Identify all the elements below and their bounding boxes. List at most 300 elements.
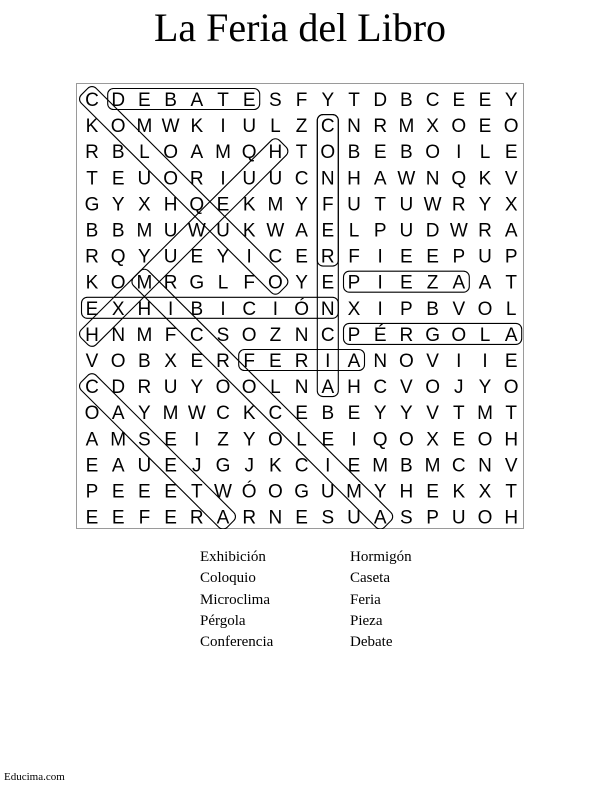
grid-letter[interactable]: H	[504, 429, 519, 451]
grid-letter[interactable]: A	[216, 507, 230, 529]
grid-letter[interactable]: E	[164, 481, 177, 503]
grid-letter[interactable]: B	[347, 142, 361, 164]
grid-letter[interactable]: E	[321, 272, 335, 294]
grid-letter[interactable]: E	[190, 246, 204, 268]
grid-letter[interactable]: M	[372, 455, 389, 477]
grid-letter[interactable]: E	[164, 507, 177, 529]
grid-letter[interactable]: T	[374, 194, 387, 216]
grid-letter[interactable]: P	[347, 272, 361, 294]
grid-letter[interactable]: L	[479, 142, 491, 164]
grid-letter[interactable]: Y	[295, 272, 308, 294]
grid-letter[interactable]: T	[190, 481, 203, 503]
grid-letter[interactable]: N	[320, 168, 335, 190]
grid-letter[interactable]: Z	[269, 324, 282, 346]
grid-letter[interactable]: M	[136, 324, 153, 346]
grid-letter[interactable]: O	[268, 429, 283, 451]
grid-letter[interactable]: B	[111, 142, 125, 164]
grid-letter[interactable]: E	[478, 90, 492, 111]
grid-letter[interactable]: E	[111, 481, 125, 503]
grid-letter[interactable]: K	[269, 455, 282, 477]
grid-letter[interactable]: T	[452, 403, 465, 425]
grid-letter[interactable]: N	[373, 351, 388, 372]
grid-letter[interactable]: E	[138, 90, 151, 111]
grid-letter[interactable]: C	[294, 168, 309, 190]
grid-letter[interactable]: A	[295, 220, 308, 242]
grid-letter[interactable]: A	[347, 351, 361, 372]
grid-letter[interactable]: E	[295, 507, 308, 529]
grid-letter[interactable]: A	[373, 168, 387, 190]
grid-letter[interactable]: B	[111, 220, 125, 242]
grid-letter[interactable]: L	[505, 298, 517, 320]
grid-letter[interactable]: I	[377, 298, 383, 320]
grid-letter[interactable]: E	[295, 403, 308, 425]
grid-letter[interactable]: X	[504, 194, 518, 216]
grid-letter[interactable]: A	[190, 90, 204, 111]
grid-letter[interactable]: O	[110, 272, 126, 294]
grid-letter[interactable]: A	[452, 272, 466, 294]
grid-letter[interactable]: O	[241, 324, 257, 346]
grid-letter[interactable]: E	[85, 298, 99, 320]
grid-letter[interactable]: D	[373, 90, 388, 111]
grid-letter[interactable]: R	[189, 507, 204, 529]
grid-letter[interactable]: O	[477, 298, 493, 320]
grid-letter[interactable]: O	[425, 377, 440, 399]
grid-letter[interactable]: R	[451, 194, 466, 216]
grid-letter[interactable]: B	[321, 403, 335, 425]
grid-letter[interactable]: O	[110, 116, 126, 138]
grid-letter[interactable]: M	[136, 116, 153, 138]
grid-letter[interactable]: G	[215, 455, 231, 477]
grid-letter[interactable]: R	[216, 351, 230, 372]
grid-letter[interactable]: E	[85, 507, 99, 529]
grid-letter[interactable]: N	[425, 168, 440, 190]
grid-letter[interactable]: Y	[138, 246, 151, 268]
grid-letter[interactable]: A	[85, 429, 99, 451]
grid-letter[interactable]: Y	[373, 403, 387, 425]
grid-letter[interactable]: A	[373, 507, 387, 529]
grid-letter[interactable]: D	[111, 90, 126, 111]
grid-letter[interactable]: E	[347, 455, 361, 477]
grid-letter[interactable]: R	[399, 324, 414, 346]
grid-letter[interactable]: R	[137, 377, 152, 399]
grid-letter[interactable]: J	[454, 377, 464, 399]
grid-letter[interactable]: Q	[110, 246, 126, 268]
grid-letter[interactable]: H	[504, 507, 519, 529]
grid-letter[interactable]: O	[399, 429, 414, 451]
grid-letter[interactable]: B	[138, 351, 151, 372]
grid-letter[interactable]: E	[426, 246, 439, 268]
grid-letter[interactable]: C	[451, 455, 466, 477]
grid-letter[interactable]: E	[504, 351, 518, 372]
grid-letter[interactable]: P	[400, 298, 413, 320]
grid-letter[interactable]: T	[217, 90, 229, 111]
grid-letter[interactable]: O	[451, 324, 467, 346]
grid-letter[interactable]: T	[505, 481, 518, 503]
grid-letter[interactable]: Y	[111, 194, 125, 216]
grid-letter[interactable]: Z	[295, 116, 308, 138]
grid-letter[interactable]: H	[85, 324, 99, 346]
grid-letter[interactable]: M	[346, 481, 362, 503]
grid-letter[interactable]: Y	[478, 377, 492, 399]
grid-letter[interactable]: É	[373, 324, 387, 346]
grid-letter[interactable]: N	[478, 455, 492, 477]
word-list-item: Conferencia	[200, 634, 274, 651]
grid-letter[interactable]: E	[452, 429, 466, 451]
grid-letter[interactable]: Y	[242, 429, 256, 451]
grid-letter[interactable]: B	[400, 455, 413, 477]
grid-letter[interactable]: H	[399, 481, 414, 503]
grid-letter[interactable]: T	[505, 272, 518, 294]
grid-letter[interactable]: O	[503, 116, 519, 138]
grid-letter[interactable]: V	[452, 298, 466, 320]
grid-letter[interactable]: D	[111, 377, 126, 399]
grid-letter[interactable]: R	[373, 116, 388, 138]
grid-letter[interactable]: A	[478, 272, 492, 294]
grid-letter[interactable]: A	[504, 220, 518, 242]
grid-letter[interactable]: O	[477, 429, 493, 451]
grid-letter[interactable]: N	[111, 324, 126, 346]
grid-letter[interactable]: M	[398, 116, 415, 138]
grid-letter[interactable]: F	[321, 194, 334, 216]
grid-letter[interactable]: X	[111, 298, 125, 320]
grid-letter[interactable]: V	[426, 403, 439, 425]
grid-letter[interactable]: P	[504, 246, 518, 268]
grid-letter[interactable]: Ó	[241, 481, 257, 503]
grid-letter[interactable]: E	[347, 403, 361, 425]
grid-letter[interactable]: V	[504, 455, 518, 477]
grid-letter[interactable]: D	[425, 220, 440, 242]
grid-letter[interactable]: L	[270, 116, 281, 138]
grid-letter[interactable]: A	[111, 455, 125, 477]
grid-letter[interactable]: G	[84, 194, 100, 216]
grid-letter[interactable]: H	[347, 168, 361, 190]
grid-letter[interactable]: H	[163, 194, 178, 216]
grid-letter[interactable]: P	[452, 246, 466, 268]
grid-letter[interactable]: Y	[478, 194, 492, 216]
grid-letter[interactable]: I	[220, 168, 226, 190]
grid-letter[interactable]: U	[216, 220, 230, 242]
grid-letter[interactable]: B	[85, 220, 99, 242]
grid-letter[interactable]: K	[190, 116, 204, 138]
grid-letter[interactable]: T	[505, 403, 518, 425]
grid-letter[interactable]: C	[320, 116, 335, 138]
grid-letter[interactable]: K	[242, 403, 256, 425]
grid-letter[interactable]: F	[243, 351, 256, 372]
grid-letter[interactable]: T	[86, 168, 98, 190]
grid-letter[interactable]: I	[220, 298, 226, 320]
grid-letter[interactable]: R	[478, 220, 492, 242]
grid-letter[interactable]: U	[347, 194, 361, 216]
grid-letter[interactable]: U	[163, 377, 178, 399]
grid-letter[interactable]: M	[136, 220, 153, 242]
found-word-ring	[77, 371, 238, 529]
grid-letter[interactable]: I	[456, 142, 462, 164]
grid-letter[interactable]: W	[187, 403, 206, 425]
grid-letter[interactable]: O	[84, 403, 100, 425]
grid-letter[interactable]: I	[220, 116, 226, 138]
grid-letter[interactable]: L	[139, 142, 150, 164]
grid-letter[interactable]: W	[266, 220, 285, 242]
grid-letter[interactable]: O	[320, 142, 336, 164]
grid-letter[interactable]: A	[321, 377, 335, 399]
grid-letter[interactable]: X	[138, 194, 151, 216]
grid-letter[interactable]: U	[137, 455, 152, 477]
grid-letter[interactable]: U	[268, 168, 283, 190]
grid-letter[interactable]: U	[242, 168, 257, 190]
grid-letter[interactable]: X	[347, 298, 361, 320]
grid-letter[interactable]: N	[268, 507, 283, 529]
grid-letter[interactable]: C	[268, 246, 283, 268]
grid-letter[interactable]: K	[478, 168, 492, 190]
grid-letter[interactable]: E	[452, 90, 466, 111]
grid-letter[interactable]: C	[373, 377, 388, 399]
grid-letter[interactable]: F	[138, 507, 151, 529]
grid-letter[interactable]: C	[242, 298, 257, 320]
grid-letter[interactable]: L	[217, 272, 229, 294]
grid-letter[interactable]: C	[216, 403, 230, 425]
grid-letter[interactable]: L	[296, 429, 307, 451]
grid-letter[interactable]: M	[267, 194, 284, 216]
grid-letter[interactable]: M	[215, 142, 231, 164]
grid-letter[interactable]: L	[270, 377, 281, 399]
grid-letter[interactable]: X	[426, 116, 439, 138]
grid-letter[interactable]: K	[242, 220, 256, 242]
grid-letter[interactable]: E	[373, 142, 387, 164]
grid-letter[interactable]: I	[482, 351, 488, 372]
found-word-ring	[77, 136, 290, 348]
grid-letter[interactable]: U	[163, 220, 178, 242]
grid-letter[interactable]: V	[400, 377, 413, 399]
grid-letter[interactable]: J	[244, 455, 254, 477]
grid-letter[interactable]: E	[321, 429, 335, 451]
grid-letter[interactable]: W	[397, 168, 416, 190]
grid-letter[interactable]: M	[424, 455, 441, 477]
grid-letter[interactable]: O	[241, 377, 257, 399]
grid-letter[interactable]: A	[190, 142, 204, 164]
grid-letter[interactable]: S	[138, 429, 151, 451]
grid-letter[interactable]: P	[426, 507, 439, 529]
grid-letter[interactable]: H	[347, 377, 361, 399]
word-search-grid[interactable]	[76, 83, 524, 529]
grid-letter[interactable]: C	[85, 377, 99, 399]
grid-letter[interactable]: C	[189, 324, 204, 346]
grid-letter[interactable]: X	[426, 429, 439, 451]
grid-letter[interactable]: N	[294, 377, 309, 399]
grid-letter[interactable]: I	[246, 246, 252, 268]
page-title: La Feria del Libro	[153, 5, 447, 50]
grid-letter[interactable]: O	[268, 272, 283, 294]
found-word-ring	[317, 115, 338, 267]
grid-letter[interactable]: R	[85, 142, 99, 164]
grid-letter[interactable]: U	[478, 246, 492, 268]
grid-letter[interactable]: R	[85, 246, 99, 268]
grid-letter[interactable]: F	[243, 272, 256, 294]
grid-letter[interactable]: G	[189, 272, 205, 294]
grid-letter[interactable]: B	[400, 90, 413, 111]
grid-letter[interactable]: E	[321, 220, 335, 242]
grid-letter[interactable]: O	[503, 377, 519, 399]
grid-letter[interactable]: U	[399, 194, 414, 216]
grid-letter[interactable]: P	[347, 324, 361, 346]
grid-letter[interactable]: S	[321, 507, 335, 529]
grid-letter[interactable]: Y	[321, 90, 335, 111]
grid-letter[interactable]: N	[320, 298, 335, 320]
grid-letter[interactable]: R	[294, 351, 309, 372]
word-list-item: Hormigón	[350, 549, 412, 565]
grid-letter[interactable]: L	[479, 324, 491, 346]
grid-letter[interactable]: T	[348, 90, 360, 111]
grid-letter[interactable]: U	[242, 116, 257, 138]
grid-letter[interactable]: E	[138, 481, 151, 503]
grid-letter[interactable]: L	[348, 220, 360, 242]
grid-letter[interactable]: F	[164, 324, 177, 346]
grid-letter[interactable]: B	[190, 298, 204, 320]
grid-letter[interactable]: O	[399, 351, 414, 372]
grid-letter[interactable]: B	[164, 90, 177, 111]
grid-letter[interactable]: V	[85, 351, 99, 372]
grid-letter[interactable]: U	[320, 481, 335, 503]
grid-letter[interactable]: Z	[426, 272, 439, 294]
grid-letter[interactable]: H	[268, 142, 283, 164]
grid-letter[interactable]: W	[161, 116, 180, 138]
grid-letter[interactable]: O	[451, 116, 467, 138]
grid-letter[interactable]: X	[164, 351, 177, 372]
grid-letter[interactable]: E	[111, 507, 125, 529]
grid-letter[interactable]: E	[400, 246, 413, 268]
grid-letter[interactable]: E	[164, 455, 177, 477]
grid-letter[interactable]: Q	[241, 142, 257, 164]
grid-letter[interactable]: Y	[400, 403, 413, 425]
grid-letter[interactable]: S	[400, 507, 413, 529]
grid-letter[interactable]: I	[456, 351, 462, 372]
grid-letter[interactable]: X	[478, 481, 492, 503]
grid-letter[interactable]: T	[295, 142, 308, 164]
grid-letter[interactable]: M	[162, 403, 179, 425]
grid-letter[interactable]: F	[348, 246, 360, 268]
grid-letter[interactable]: R	[242, 507, 257, 529]
grid-letter[interactable]: A	[504, 324, 518, 346]
grid-letter[interactable]: K	[85, 116, 99, 138]
grid-letter[interactable]: V	[426, 351, 439, 372]
grid-letter[interactable]: C	[320, 324, 335, 346]
grid-letter[interactable]: P	[373, 220, 387, 242]
grid-letter[interactable]: Q	[451, 168, 467, 190]
grid-letter[interactable]: N	[347, 116, 361, 138]
grid-letter[interactable]: M	[110, 429, 127, 451]
grid-letter[interactable]: Y	[504, 90, 518, 111]
grid-letter[interactable]: G	[425, 324, 440, 346]
grid-letter[interactable]: O	[268, 481, 283, 503]
grid-letter[interactable]: I	[272, 298, 279, 320]
grid-letter[interactable]: U	[399, 220, 414, 242]
grid-letter[interactable]: M	[477, 403, 493, 425]
grid-letter[interactable]: O	[477, 507, 493, 529]
grid-letter[interactable]: Y	[138, 403, 151, 425]
grid-letter[interactable]: E	[216, 194, 230, 216]
grid-letter[interactable]: I	[325, 455, 331, 477]
grid-letter[interactable]: I	[194, 429, 200, 451]
grid-letter[interactable]: O	[163, 168, 178, 190]
grid-letter[interactable]: O	[110, 351, 126, 372]
grid-letter[interactable]: S	[216, 324, 230, 346]
grid-letter[interactable]: Ó	[294, 298, 309, 320]
grid-letter[interactable]: Y	[190, 377, 204, 399]
grid-letter[interactable]: K	[452, 481, 466, 503]
grid-letter[interactable]: J	[192, 455, 202, 477]
grid-letter[interactable]: E	[478, 116, 492, 138]
grid-letter[interactable]: I	[377, 246, 383, 268]
grid-letter[interactable]: Y	[373, 481, 387, 503]
grid-letter[interactable]: B	[400, 142, 413, 164]
grid-letter[interactable]: R	[163, 272, 178, 294]
grid-letter[interactable]: R	[189, 168, 204, 190]
grid-letter[interactable]: C	[85, 90, 99, 111]
grid-letter[interactable]: I	[167, 298, 174, 320]
grid-letter[interactable]: E	[269, 351, 282, 372]
grid-letter[interactable]: E	[426, 481, 439, 503]
grid-letter[interactable]: V	[504, 168, 518, 190]
footer-credit: Educima.com	[4, 771, 65, 783]
grid-letter[interactable]: K	[242, 194, 256, 216]
grid-letter[interactable]: C	[425, 90, 440, 111]
grid-letter[interactable]: E	[400, 272, 413, 294]
grid-letter[interactable]: E	[85, 455, 99, 477]
grid-letter[interactable]: W	[214, 481, 232, 503]
grid-letter[interactable]: S	[269, 90, 282, 111]
grid-letter[interactable]: M	[136, 272, 153, 294]
grid-letter[interactable]: Y	[295, 194, 308, 216]
grid-letter[interactable]: E	[242, 90, 256, 111]
grid-letter[interactable]: I	[351, 429, 357, 451]
found-word-ring	[108, 89, 260, 110]
grid-letter[interactable]: I	[325, 351, 331, 372]
grid-letter[interactable]: C	[294, 455, 309, 477]
grid-letter[interactable]: Q	[372, 429, 388, 451]
grid-letter[interactable]: O	[425, 142, 440, 164]
grid-letter[interactable]: E	[164, 429, 177, 451]
grid-letter[interactable]: Z	[217, 429, 229, 451]
grid-letter[interactable]: W	[423, 194, 442, 216]
grid-letter[interactable]: A	[111, 403, 125, 425]
grid-letter[interactable]: U	[163, 246, 178, 268]
grid-letter[interactable]: O	[163, 142, 178, 164]
grid-letter[interactable]: E	[111, 168, 125, 190]
grid-letter[interactable]: E	[190, 351, 204, 372]
grid-letter[interactable]: E	[504, 142, 518, 164]
grid-letter[interactable]: W	[187, 220, 206, 242]
grid-letter[interactable]: W	[449, 220, 468, 242]
grid-letter[interactable]: U	[347, 507, 361, 529]
grid-letter[interactable]: Y	[216, 246, 230, 268]
grid-letter[interactable]: B	[426, 298, 439, 320]
grid-letter[interactable]: I	[377, 272, 383, 294]
word-list-item: Caseta	[350, 570, 390, 587]
grid-letter[interactable]: G	[294, 481, 309, 503]
grid-letter[interactable]: O	[215, 377, 231, 399]
grid-letter[interactable]: P	[85, 481, 99, 503]
grid-letter[interactable]: U	[137, 168, 152, 190]
grid-letter[interactable]: F	[295, 90, 308, 111]
grid-letter[interactable]: H	[137, 298, 152, 320]
grid-letter[interactable]: N	[294, 324, 309, 346]
grid-letter[interactable]: R	[320, 246, 335, 268]
grid-letter[interactable]: K	[85, 272, 99, 294]
grid-letter[interactable]: U	[451, 507, 466, 529]
grid-letter[interactable]: C	[268, 403, 283, 425]
word-list-item: Pieza	[350, 612, 383, 629]
grid-letter[interactable]: Q	[189, 194, 205, 216]
grid-letter[interactable]: E	[295, 246, 308, 268]
